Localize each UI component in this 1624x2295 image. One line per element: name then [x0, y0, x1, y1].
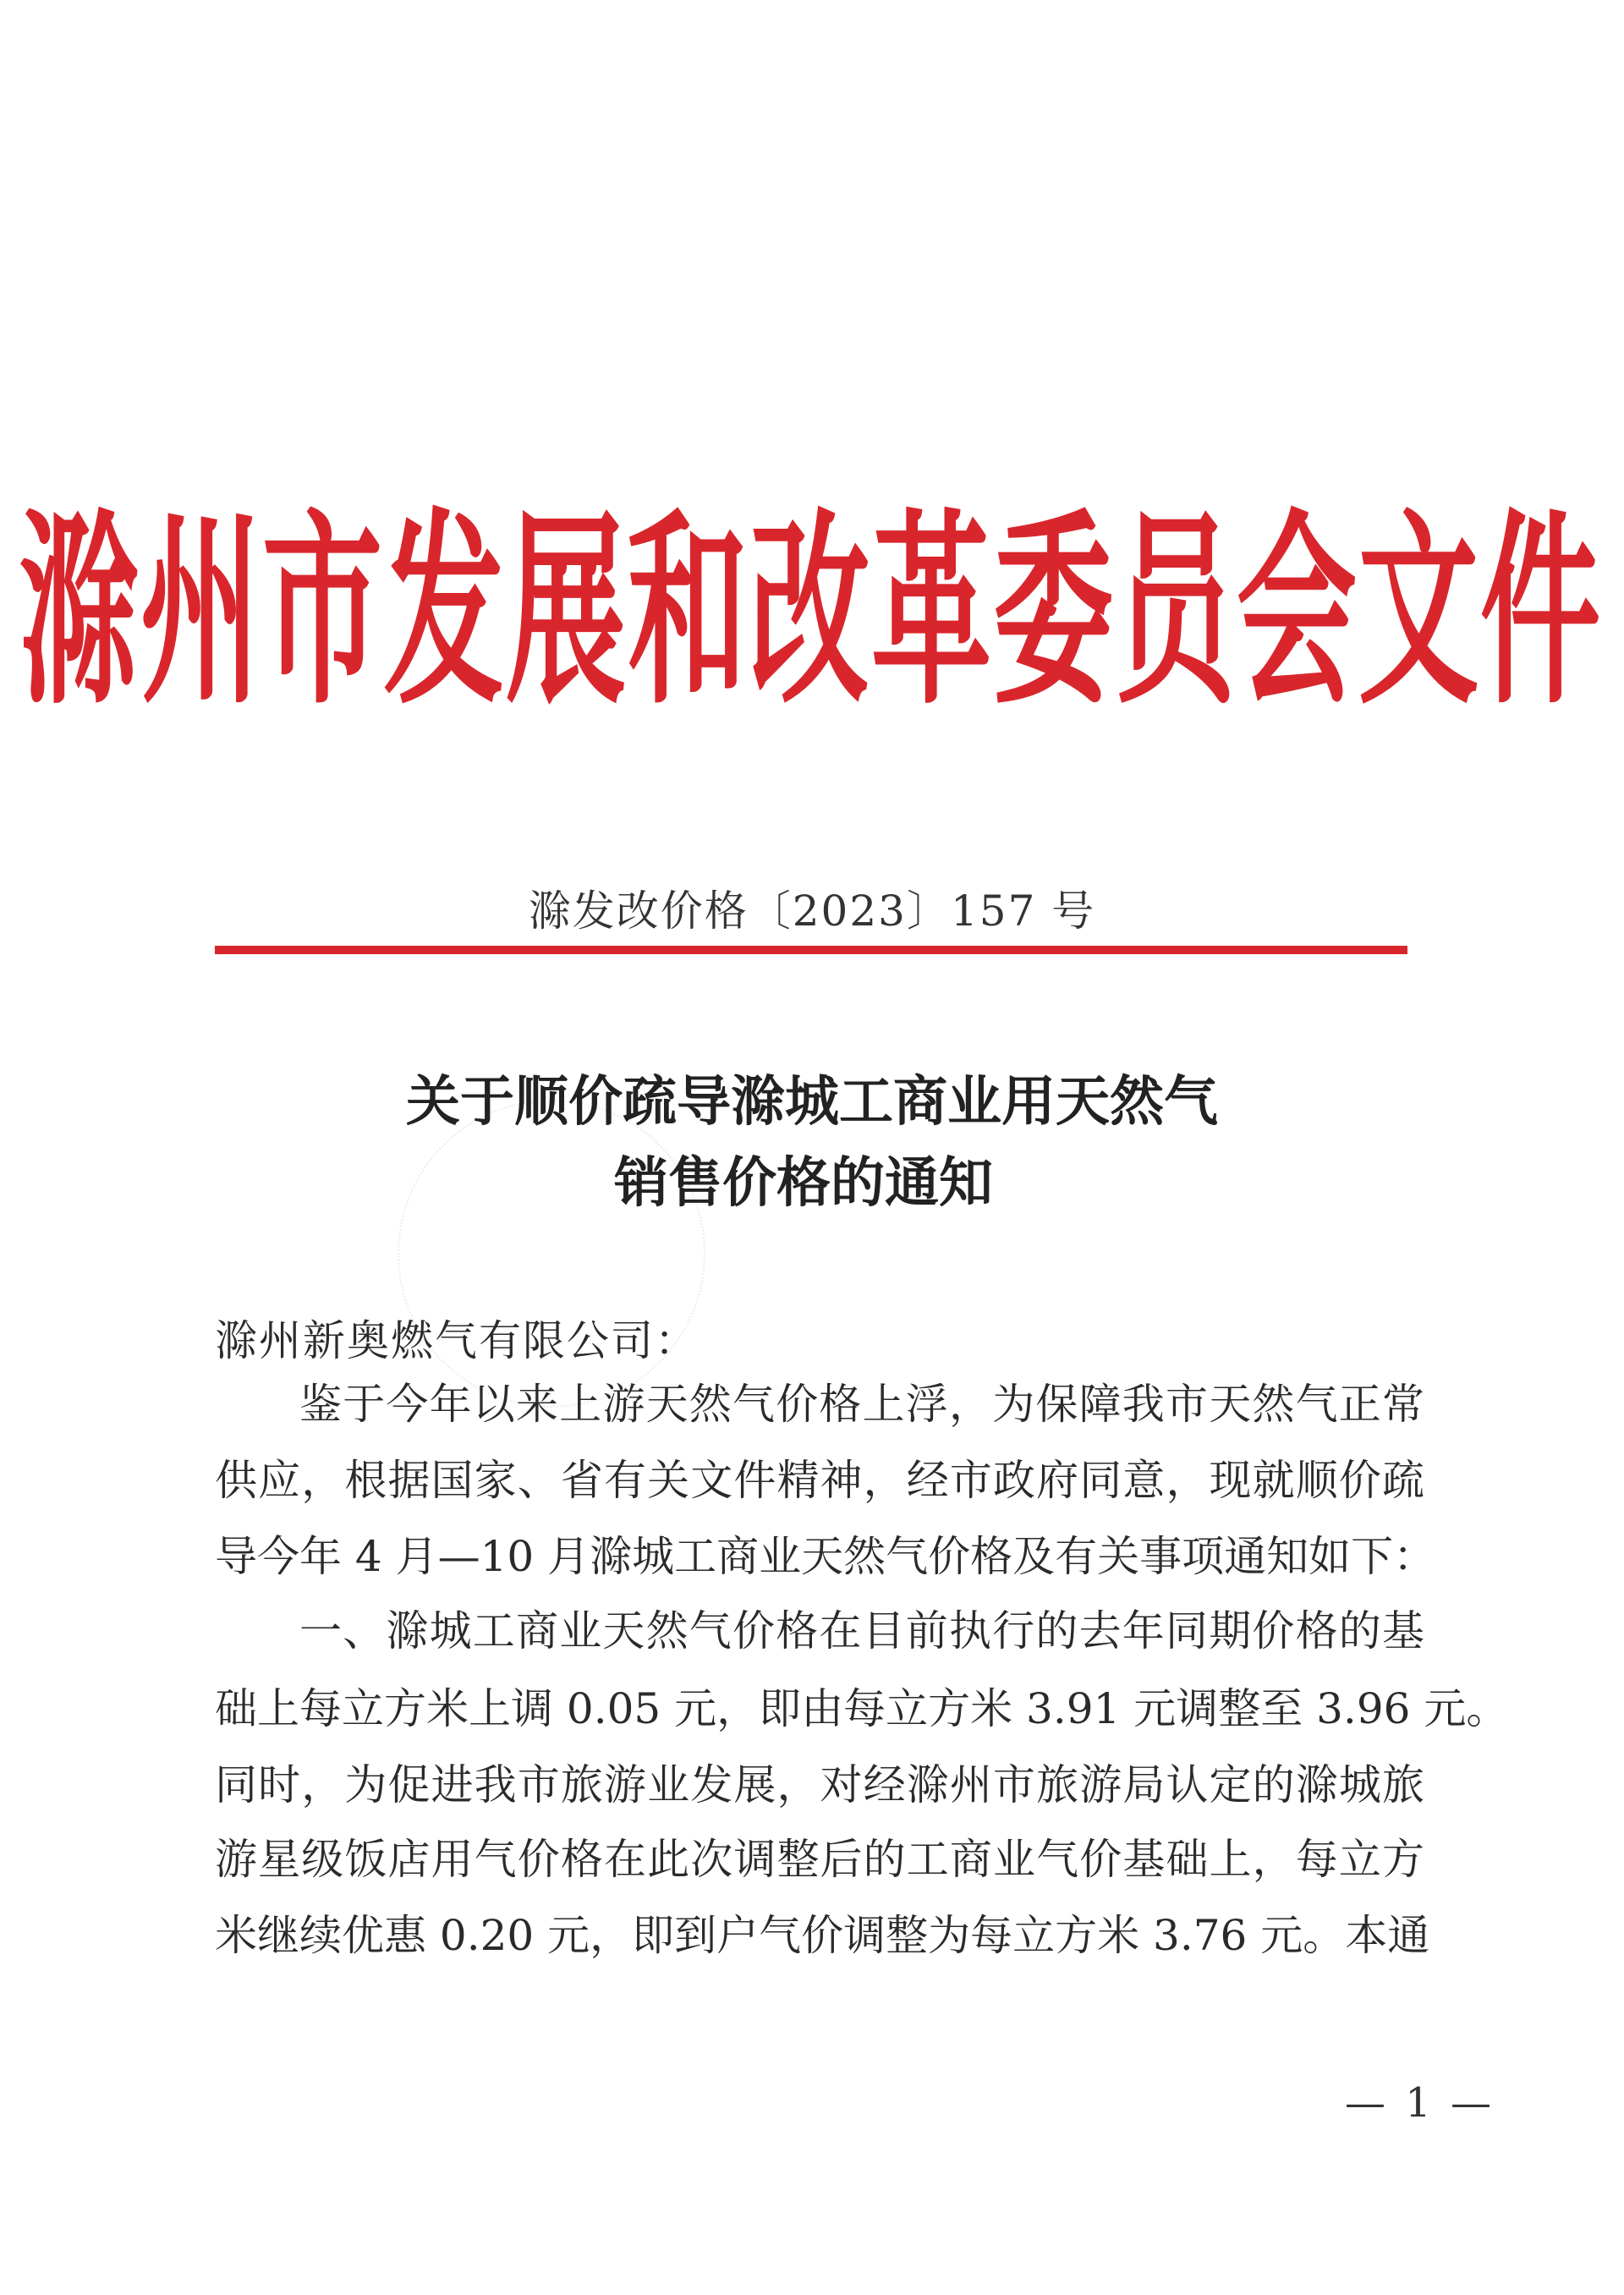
document-number: 滁发改价格〔2023〕157 号: [528, 887, 1096, 936]
body-line-1: 鉴于今年以来上游天然气价格上浮，为保障我市天然气正常: [299, 1380, 1424, 1429]
title-line-1: 关于顺价疏导滁城工商业用天然气: [406, 1071, 1218, 1134]
body-line-6: 同时，为促进我市旅游业发展，对经滁州市旅游局认定的滁城旅: [215, 1760, 1424, 1809]
salutation: 滁州新奥燃气有限公司：: [215, 1316, 699, 1365]
body-line-8: 米继续优惠 0.20 元，即到户气价调整为每立方米 3.76 元。本通: [215, 1911, 1430, 1960]
masthead-title: 滁州市发展和改革委员会文件: [19, 492, 1602, 733]
red-divider-line: [215, 946, 1407, 954]
body-line-2: 供应，根据国家、省有关文件精神，经市政府同意，现就顺价疏: [215, 1456, 1424, 1505]
masthead: [19, 486, 1602, 740]
body-line-4: 一、滁城工商业天然气价格在目前执行的去年同期价格的基: [299, 1606, 1424, 1655]
notice-title: [0, 1062, 1624, 1224]
page-number: — 1 —: [1345, 2079, 1495, 2127]
body-line-7: 游星级饭店用气价格在此次调整后的工商业气价基础上，每立方: [215, 1835, 1424, 1884]
body-line-5: 础上每立方米上调 0.05 元，即由每立方米 3.91 元调整至 3.96 元。: [215, 1684, 1509, 1733]
body-line-3: 导今年 4 月—10 月滁城工商业天然气价格及有关事项通知如下：: [215, 1532, 1436, 1581]
title-line-2: 销售价格的通知: [614, 1152, 993, 1215]
